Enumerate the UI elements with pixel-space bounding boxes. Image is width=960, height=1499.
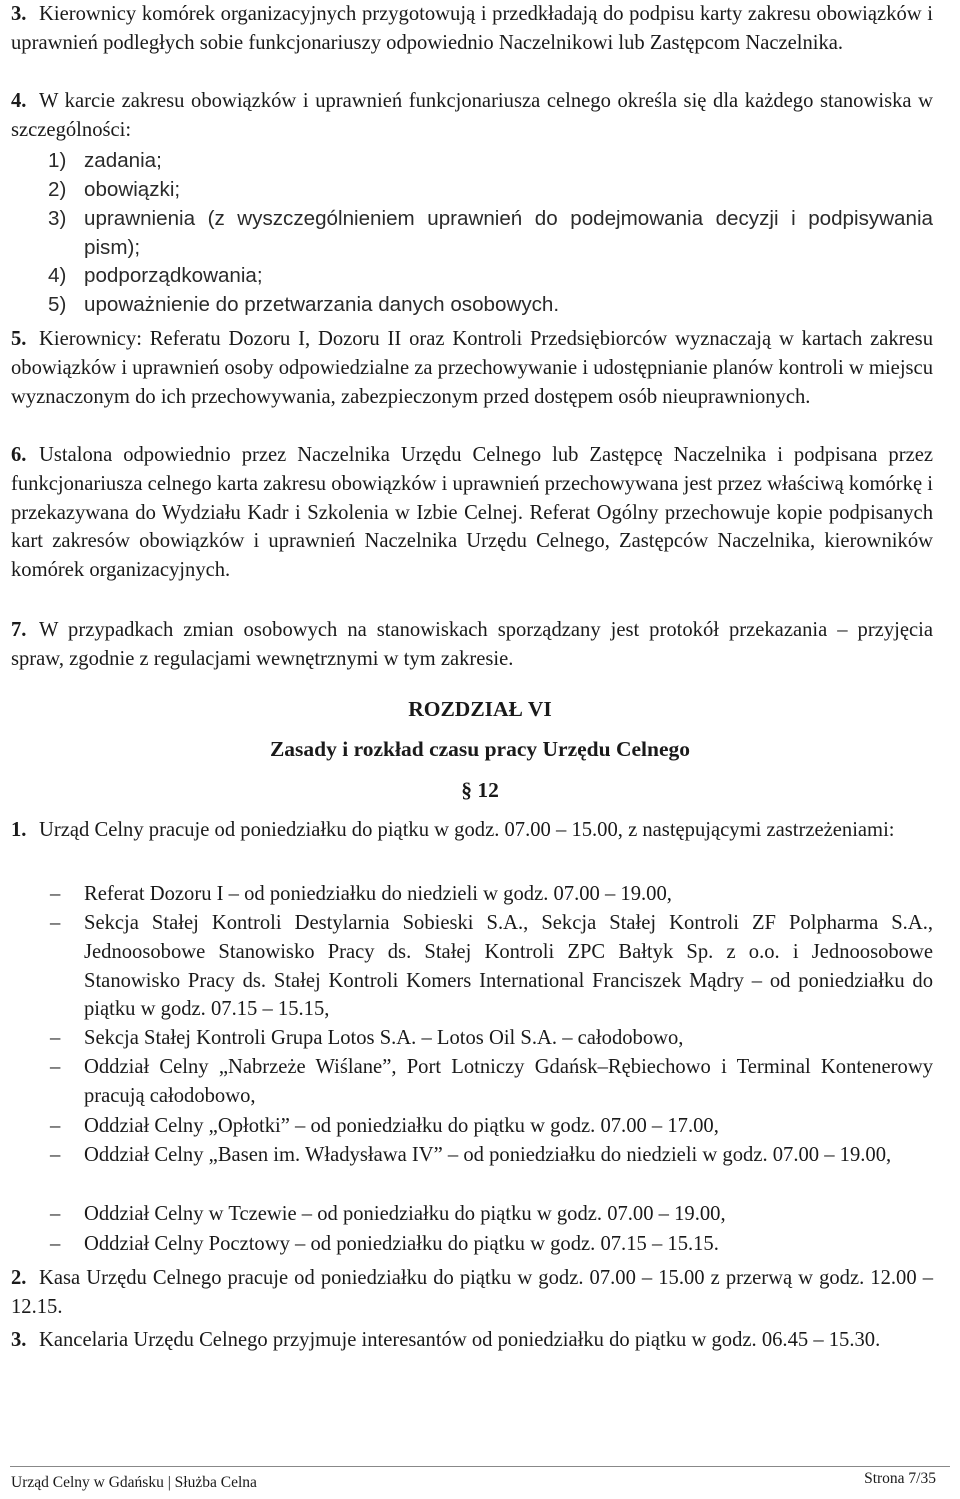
dash-item [48,1024,933,1053]
paragraph-text: W przypadkach zmian osobowych na stanowiskach sporządzany jest protokół przekazania – przyjęcia spraw, zgodnie z regulacjami wewnętrznymi w tym zakresie. [11,619,933,670]
paragraph-number: 7. [11,619,27,641]
paragraph-4 [11,87,933,145]
list-item-number: 3) [48,207,67,230]
paragraph-number: 4. [11,90,27,112]
paragraph-5 [11,325,933,411]
paragraph-number: 1. [11,819,27,841]
dash-item-text: Oddział Celny „Opłotki” – od poniedziałku do piątku w godz. 07.00 – 17.00, [84,1115,719,1137]
list-item-number: 5) [48,293,67,316]
paragraph-text: Urząd Celny pracuje od poniedziałku do piątku w godz. 07.00 – 15.00, z następującymi zastrzeżeniami: [39,819,895,841]
dash-item [48,1141,933,1170]
list-item-number: 4) [48,264,67,287]
dash-mark: – [50,912,61,934]
list-item [48,205,933,263]
dash-item [48,1053,933,1111]
paragraph-text: Kasa Urzędu Celnego pracuje od poniedziałku do piątku w godz. 07.00 – 15.00 z przerwą w godz. 12.00 – 12.15. [11,1267,933,1318]
dash-mark: – [50,1203,61,1225]
list-item-text: upoważnienie do przetwarzania danych osobowych. [84,293,560,316]
paragraph-text: Kierownicy: Referatu Dozoru I, Dozoru II oraz Kontroli Przedsiębiorców wyznaczają w kartach zakresu obowiązków i uprawnień osoby odpowiedzialne za przechowywanie i udostępnianie planów kontroli w miejscu wyznaczonym do ich przechowywania, zabezpieczonym przed dostępem osób nieuprawnionych. [11,328,933,408]
dash-mark: – [50,1144,61,1166]
dash-item-text: Sekcja Stałej Kontroli Destylarnia Sobieski S.A., Sekcja Stałej Kontroli ZF Polpharma S.A., Jednoosobowe Stanowisko Pracy ds. Stałej Kontroli ZPC Bałtyk Sp. z o.o. i Jednoosobowe Stanowisko Pracy ds. Stałej Kontroli Komers International Franciszek Mądry – od poniedziałku do piątku w godz. 07.15 – 15.15, [84,912,933,1021]
dash-mark: – [50,1027,61,1049]
chapter-title: ROZDZIAŁ VI [408,697,552,721]
section-number: § 12 [461,778,499,802]
dash-item [48,909,933,1024]
paragraph-text: Ustalona odpowiednio przez Naczelnika Urzędu Celnego lub Zastępcę Naczelnika i podpisana przez funkcjonariusza celnego karta zakresu obowiązków i uprawnień przechowywana jest przez właściwą komórkę i przekazywana do Wydziału Kadr i Szkolenia w Izbie Celnej. Referat Ogólny przechowuje kopie podpisanych kart zakresów obowiązków i uprawnień Naczelnika Urzędu Celnego, Zastępców Naczelnika, kierowników komórek organizacyjnych. [11,444,933,582]
dash-mark: – [50,1056,61,1078]
dash-item-text: Referat Dozoru I – od poniedziałku do niedzieli w godz. 07.00 – 19.00, [84,883,672,905]
list-item-number: 2) [48,178,67,201]
paragraph-text: W karcie zakresu obowiązków i uprawnień funkcjonariusza celnego określa się dla każdego stanowiska w szczególności: [11,90,933,141]
paragraph-number: 3. [11,1329,27,1351]
paragraph-3 [11,0,933,58]
paragraph-6 [11,441,933,585]
page-number: Strona 7/35 [864,1470,936,1487]
list-item-text: podporządkowania; [84,264,263,287]
list-item [48,176,933,205]
paragraph-7 [11,616,933,674]
dash-item [48,880,933,909]
paragraph-number: 5. [11,328,27,350]
list-item-text: zadania; [84,149,162,172]
dash-item [48,1112,933,1141]
list-item [48,291,933,320]
paragraph-number: 2. [11,1267,27,1289]
dash-item-text: Oddział Celny w Tczewie – od poniedziałku do piątku w godz. 07.00 – 19.00, [84,1203,726,1225]
paragraph-number: 6. [11,444,27,466]
hours-paragraph-3 [11,1326,933,1355]
chapter-subtitle: Zasady i rozkład czasu pracy Urzędu Celnego [269,737,691,761]
list-item-text: uprawnienia (z wyszczególnieniem uprawnień do podejmowania decyzji i podpisywania pism); [84,207,933,259]
footer-left-text: Urząd Celny w Gdańsku | Służba Celna [11,1474,257,1491]
dash-item [48,1230,933,1259]
dash-mark: – [50,1115,61,1137]
dash-item-text: Sekcja Stałej Kontroli Grupa Lotos S.A. – Lotos Oil S.A. – całodobowo, [84,1027,684,1049]
list-item [48,262,933,291]
list-item-text: obowiązki; [84,178,181,201]
footer-divider [10,1466,950,1467]
paragraph-number: 3. [11,3,27,25]
dash-item [48,1200,933,1229]
list-item [48,147,933,176]
paragraph-text: Kierownicy komórek organizacyjnych przygotowują i przedkładają do podpisu karty zakresu obowiązków i uprawnień podległych sobie funkcjonariuszy odpowiednio Naczelnikowi lub Zastępcom Naczelnika. [11,3,933,54]
dash-mark: – [50,1233,61,1255]
dash-item-text: Oddział Celny „Nabrzeże Wiślane”, Port Lotniczy Gdańsk–Rębiechowo i Terminal Kontenerowy pracują całodobowo, [84,1056,933,1107]
dash-item-text: Oddział Celny Pocztowy – od poniedziałku do piątku w godz. 07.15 – 15.15. [84,1233,719,1255]
dash-item-text: Oddział Celny „Basen im. Władysława IV” – od poniedziałku do niedzieli w godz. 07.00 – 19.00, [84,1144,892,1166]
dash-mark: – [50,883,61,905]
paragraph-text: Kancelaria Urzędu Celnego przyjmuje interesantów od poniedziałku do piątku w godz. 06.45 – 15.30. [39,1329,881,1351]
list-item-number: 1) [48,149,67,172]
hours-paragraph-2 [11,1264,933,1322]
hours-paragraph-1 [11,816,933,845]
